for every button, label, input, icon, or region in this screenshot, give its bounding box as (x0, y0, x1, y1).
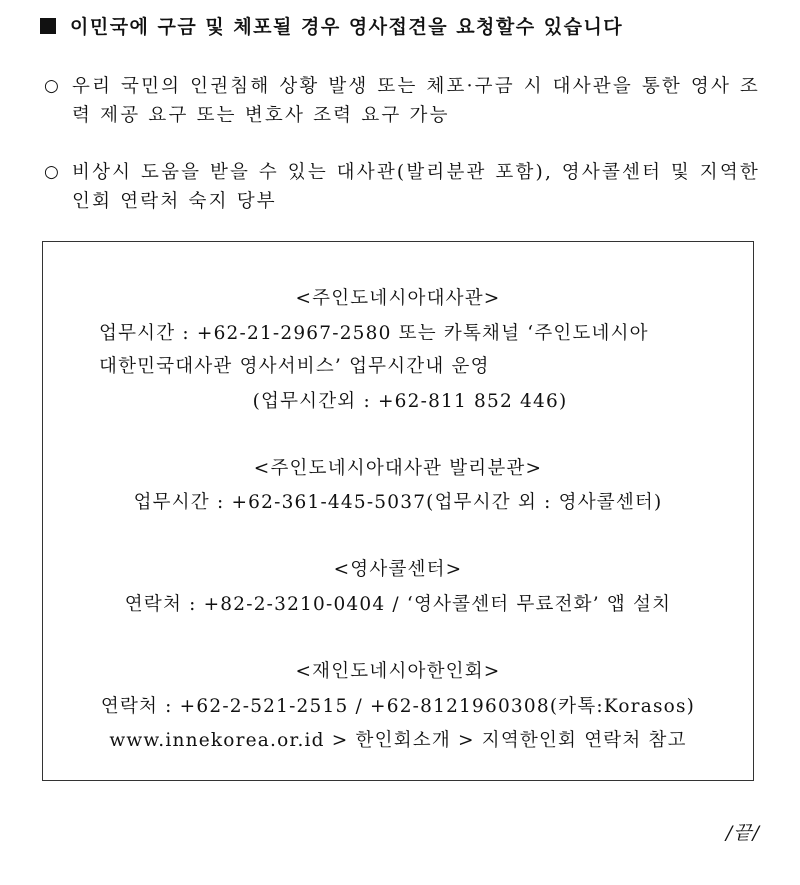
circle-bullet-icon: ○ (44, 76, 62, 96)
korean-association-title: <재인도네시아한인회> (295, 661, 501, 682)
contact-info-box (42, 241, 754, 781)
embassy-hours-line1: 업무시간 : +62-21-2967-2580 또는 카톡채널 ‘주인도네시아 (99, 323, 649, 344)
bullet-item-consular-assistance (44, 72, 760, 130)
korean-association-website: www.innekorea.or.id > 한인회소개 > 지역한인회 연락처 참고 (109, 730, 687, 751)
section-heading-text: 이민국에 구금 및 체포될 경우 영사접견을 요청할수 있습니다 (70, 16, 624, 38)
end-mark: /끝/ (725, 822, 760, 844)
circle-bullet-icon: ○ (44, 162, 62, 182)
black-square-icon (40, 18, 56, 34)
embassy-title: <주인도네시아대사관> (295, 288, 501, 309)
section-heading (40, 12, 623, 39)
korean-association-contact: 연락처 : +62-2-521-2515 / +62-8121960308(카톡:Korasos) (100, 696, 696, 717)
bullet-text: 우리 국민의 인권침해 상황 발생 또는 체포·구금 시 대사관을 통한 영사 조력 제공 요구 또는 변호사 조력 요구 가능 (72, 76, 760, 126)
call-center-contact: 연락처 : +82-2-3210-0404 / ‘영사콜센터 무료전화’ 앱 설치 (124, 594, 672, 615)
bali-office-title: <주인도네시아대사관 발리분관> (253, 458, 543, 479)
bali-office-hours: 업무시간 : +62-361-445-5037(업무시간 외 : 영사콜센터) (133, 492, 663, 513)
bullet-item-emergency-contacts (44, 158, 760, 216)
embassy-hours-line2: 대한민국대사관 영사서비스’ 업무시간내 운영 (99, 356, 490, 377)
bullet-text: 비상시 도움을 받을 수 있는 대사관(발리분관 포함), 영사콜센터 및 지역한인회 연락처 숙지 당부 (72, 162, 760, 212)
call-center-title: <영사콜센터> (333, 559, 463, 580)
embassy-after-hours: (업무시간외 : +62-811 852 446) (252, 391, 568, 412)
